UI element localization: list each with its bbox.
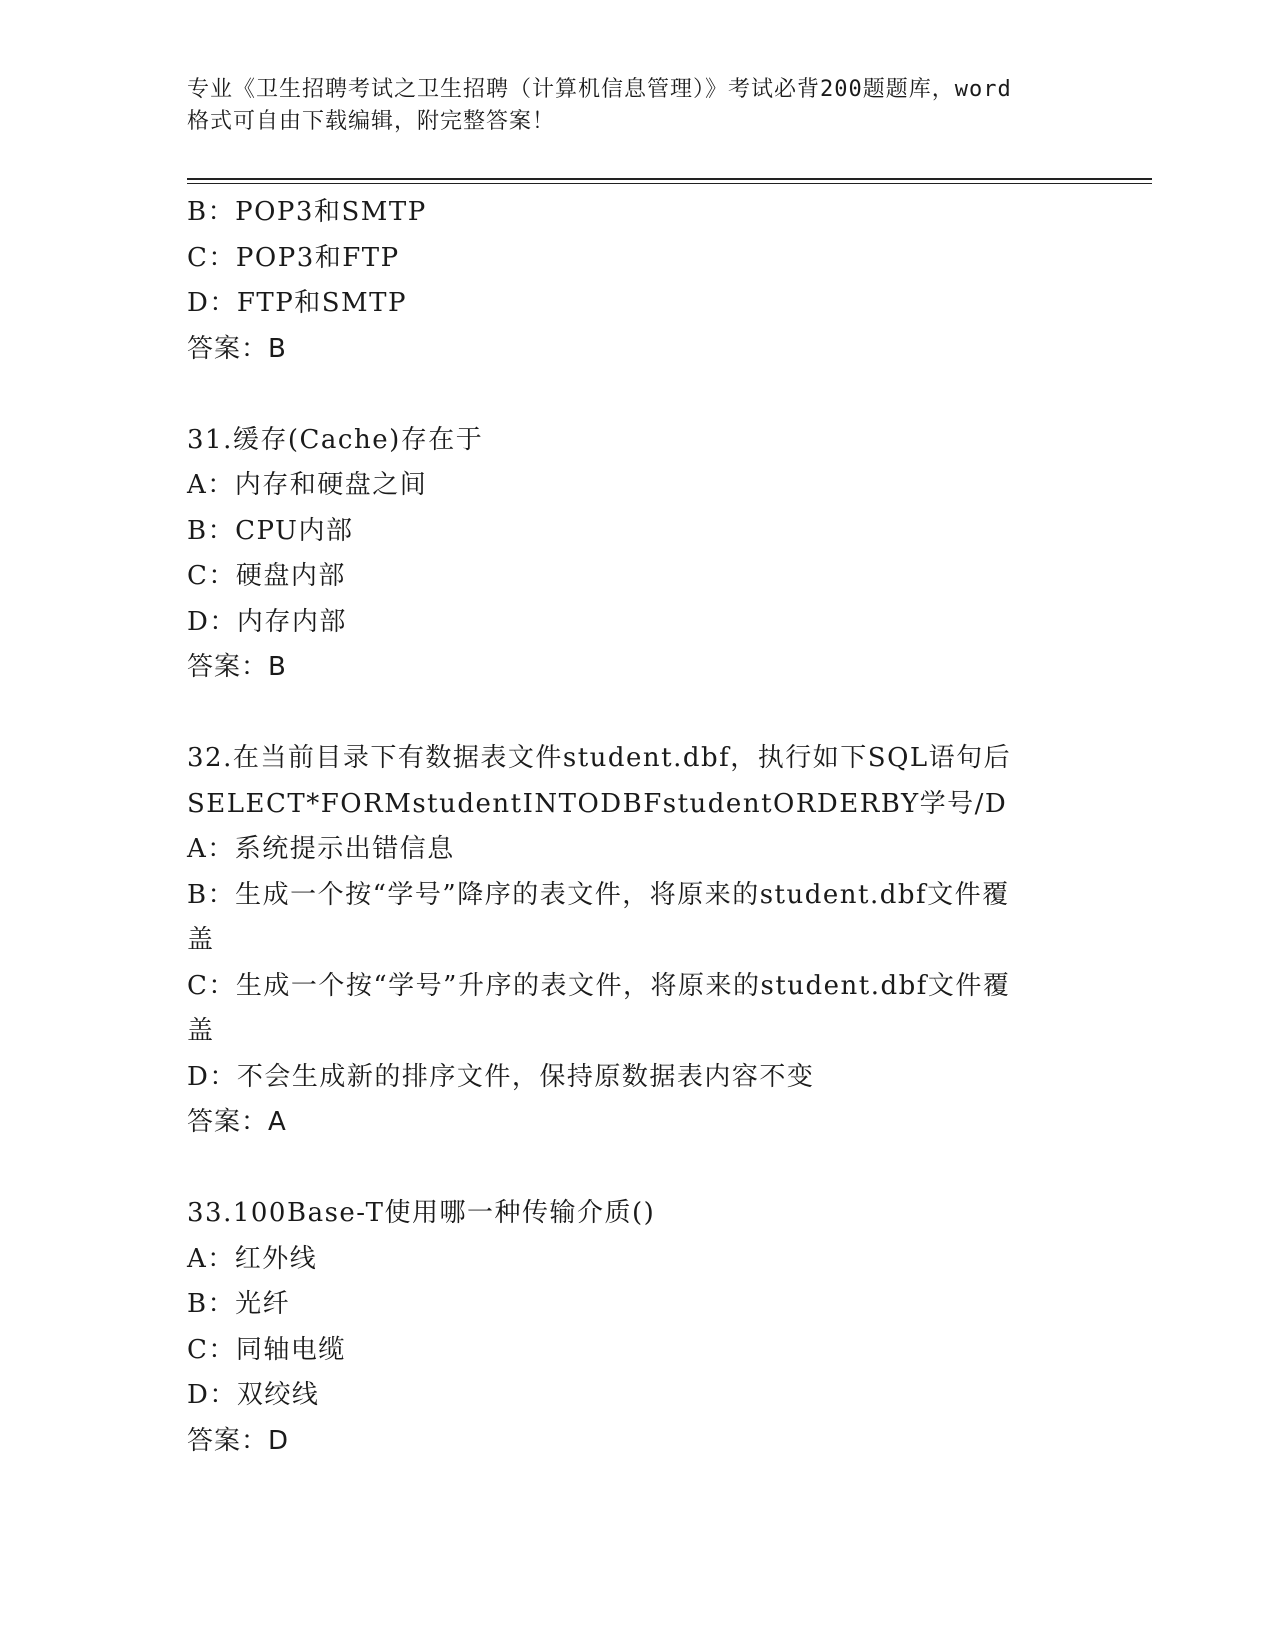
question-32 — [187, 736, 1087, 1146]
option-d: D：不会生成新的排序文件，保持原数据表内容不变 — [187, 1061, 815, 1092]
header-line-2: 格式可自由下载编辑，附完整答案！ — [187, 109, 556, 134]
option-a: A：红外线 — [187, 1243, 318, 1274]
question-stem: 31.缓存(Cache)存在于 — [187, 424, 484, 455]
option-b: B：生成一个按“学号”降序的表文件，将原来的student.dbf文件覆 — [187, 879, 1010, 910]
option-b: B：POP3和SMTP — [187, 197, 427, 227]
header-line-1: 专业《卫生招聘考试之卫生招聘（计算机信息管理）》考试必背200题题库，word — [187, 77, 1012, 102]
option-d: D：内存内部 — [187, 606, 347, 637]
option-a: A：系统提示出错信息 — [187, 834, 455, 864]
option-b: B：光纤 — [187, 1289, 291, 1319]
answer-line: 答案：B — [187, 652, 287, 682]
header-divider-thick — [187, 178, 1152, 180]
option-c: C：硬盘内部 — [187, 561, 346, 591]
question-33 — [187, 1191, 1087, 1464]
document-body — [187, 190, 1087, 1464]
option-b-continued: 盖 — [187, 925, 215, 955]
option-d: D：双绞线 — [187, 1380, 320, 1410]
question-stem: 33.100Base-T使用哪一种传输介质() — [187, 1198, 656, 1228]
answer-line: 答案：D — [187, 1425, 290, 1456]
option-c-continued: 盖 — [187, 1016, 215, 1046]
document-header — [187, 74, 1087, 138]
header-divider-thin — [187, 183, 1152, 184]
option-c: C：生成一个按“学号”升序的表文件，将原来的student.dbf文件覆 — [187, 970, 1011, 1001]
spacer — [187, 691, 1087, 737]
answer-line: 答案：A — [187, 1107, 287, 1137]
question-stem-continued: SELECT*FORMstudentINTODBFstudentORDERBY学号/D — [187, 788, 1008, 819]
option-d: D：FTP和SMTP — [187, 288, 407, 318]
question-30-continued — [187, 190, 1087, 372]
option-b: B：CPU内部 — [187, 515, 354, 546]
option-c: C：POP3和FTP — [187, 242, 400, 273]
question-stem: 32.在当前目录下有数据表文件student.dbf，执行如下SQL语句后 — [187, 743, 1012, 773]
question-31 — [187, 418, 1087, 691]
spacer — [187, 1146, 1087, 1192]
option-c: C：同轴电缆 — [187, 1334, 346, 1365]
answer-line: 答案：B — [187, 333, 287, 364]
option-a: A：内存和硬盘之间 — [187, 470, 428, 500]
spacer — [187, 372, 1087, 418]
